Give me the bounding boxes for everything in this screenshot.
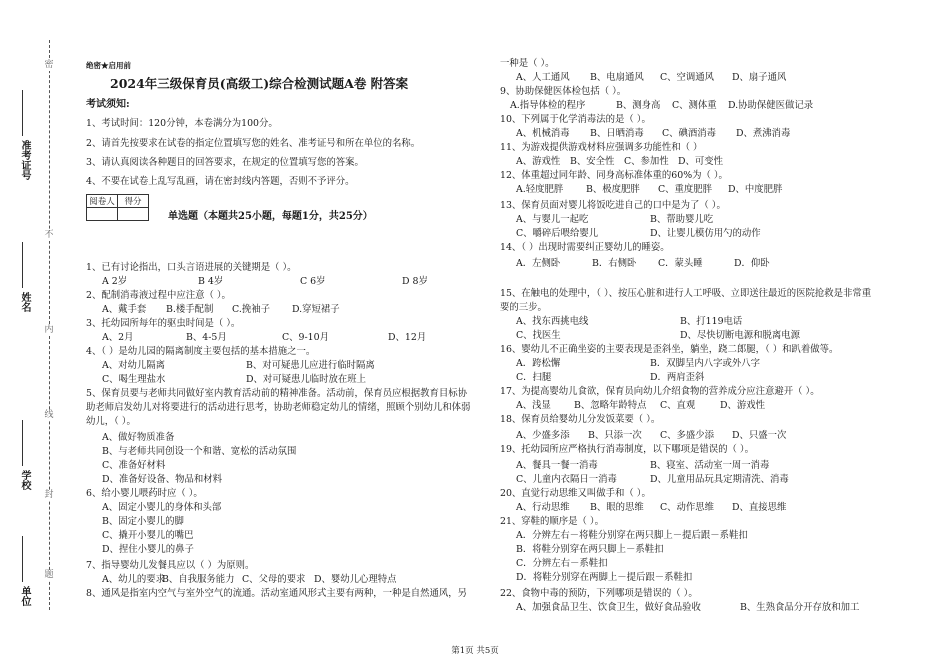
question-text: 17、为提高婴幼儿食欲，保育员向幼儿介绍食物的营养成分应注意避开（ ）。 [500,386,820,397]
option-text: 一种是（ ）。 [500,58,555,69]
question-text: 12、体重超过同年龄、同身高标准体重的60%为（ ）。 [500,170,728,181]
option-text: C、直观 [660,400,696,411]
section-title: 单选题（本题共25小题，每题1分，共25分） [168,211,373,222]
option-text: A、人工通风 [516,72,570,83]
option-text: B、安全性 [570,156,615,167]
option-text: A、做好物质准备 [102,432,175,443]
notice-item: 2、请首先按要求在试卷的指定位置填写您的姓名、准考证号和所在单位的名称。 [86,138,421,149]
binding-label: 单位 [19,586,30,606]
option-text: D、中度肥胖 [728,184,783,195]
option-text: A、餐具一餐一消毒 [516,460,598,471]
question-text: 14、（ ）出现时需要纠正婴幼儿的睡姿。 [500,242,670,253]
option-text: D、让婴儿模仿用勺的动作 [650,228,761,239]
question-text: 22、食物中毒的预防，下列哪项是错误的（ ）。 [500,588,698,599]
option-text: A．分辨左右－将鞋分别穿在两只脚上－提后跟－系鞋扣 [516,530,748,541]
option-text: A、行动思维 [516,502,570,513]
option-text: 幼儿，（ ）。 [86,416,136,427]
option-text: A.指导体检的程序 [510,100,586,111]
option-text: C、重度肥胖 [658,184,713,195]
option-text: C、喝生理盐水 [102,374,166,385]
option-text: A、找东西挑电线 [516,316,589,327]
option-text: D．将鞋分别穿在两脚上－提后跟－系鞋扣 [516,572,693,583]
question-text: 15、在触电的处理中，（ ）、按压心脏和进行人工呼吸、立即送往最近的医院抢救是非常重 [500,288,872,299]
question-text: 21、穿鞋的顺序是（ ）。 [500,516,604,527]
option-text: B、忽略年龄特点 [574,400,647,411]
question-text: 2、配制消毒液过程中应注意（ ）。 [86,290,231,301]
option-text: C．蒙头睡 [658,258,703,269]
option-text: C、碘酒消毒 [662,128,717,139]
option-text: D．仰卧 [734,258,770,269]
seal-line-char: 封 [44,490,54,500]
fill-in-line[interactable] [22,536,23,582]
option-text: B、极度肥胖 [586,184,640,195]
option-text: D、12月 [388,332,427,343]
option-text: A、浅显 [516,400,551,411]
binding-margin [0,0,72,671]
question-text: 6、给小婴儿喂药时应（ ）。 [86,488,203,499]
question-text: 1、已有讨论指出，口头言语进展的关键期是（ ）。 [86,262,297,273]
option-text: C、空调通风 [660,72,715,83]
option-text: D、尽快切断电源和脱离电源 [680,330,801,341]
option-text: C、动作思维 [660,502,715,513]
option-text: B、与老师共同创设一个和谐、宽松的活动氛围 [102,446,297,457]
option-text: B、只添一次 [588,430,642,441]
option-text: D、婴幼儿心理特点 [314,574,397,585]
option-text: B.楼手配制 [166,304,214,315]
option-text: C.挽袖子 [232,304,270,315]
option-text: B、测身高 [616,100,661,111]
option-text: 助老师启发幼儿对将要进行的活动进行思考，协助老师稳定幼儿的情绪，照顾个别幼儿和体弱 [86,402,471,413]
option-text: D、煮沸消毒 [736,128,791,139]
question-text: 16、婴幼儿不正确坐姿的主要表现是歪斜坐，躺坐，跷二郎腿，（ ）和趴着做等。 [500,344,839,355]
option-text: B、固定小婴儿的脚 [102,516,184,527]
option-text: C、父母的要求 [242,574,306,585]
option-text: D 8岁 [402,276,428,287]
option-text: B、对可疑患儿应进行临时隔离 [246,360,375,371]
option-text: B．将鞋分别穿在两只脚上－系鞋扣 [516,544,664,555]
score-box [86,194,149,221]
option-text: D、准备好设备、物品和材料 [102,474,223,485]
binding-label: 准考证号 [19,140,30,180]
option-text: B、电扇通风 [590,72,644,83]
seal-line-char: 内 [44,325,54,335]
option-text: C．扫腿 [516,372,552,383]
secret-label: 绝密★启用前 [86,61,131,70]
option-text: B、自我服务能力 [162,574,235,585]
notice-item: 3、请认真阅读各种题目的回答要求，在规定的位置填写您的答案。 [86,157,364,168]
option-text: B．双脚呈内八字或外八字 [650,358,761,369]
page-title: 2024年三级保育员(高级工)综合检测试题A卷 附答案 [110,76,409,91]
option-text: C、找医生 [516,330,561,341]
option-text: D.协助保健医做记录 [728,100,814,111]
option-text: C、嚼碎后喂给婴儿 [516,228,599,239]
option-text: B．右侧卧 [592,258,637,269]
option-text: C、儿童内衣隔日一消毒 [516,474,617,485]
option-text: 要的三步。 [500,302,547,313]
option-text: D、可变性 [678,156,724,167]
question-text: 7、指导婴幼儿发餐具应以（ ）为原则。 [86,560,255,571]
option-text: A.轻度肥胖 [516,184,564,195]
option-text: D、儿童用品玩具定期清洗、消毒 [650,474,789,485]
seal-line-char: 线 [44,410,54,420]
notice-item: 1、考试时间：120分钟，本卷满分为100分。 [86,118,278,129]
seal-line-char: 密 [44,60,54,70]
question-text: 10、下列属于化学消毒法的是（ ）。 [500,114,651,125]
option-text: B、寝室、活动室一周一消毒 [650,460,770,471]
notice-heading: 考试须知: [86,99,130,110]
question-text: 3、托幼园所每年的驱虫时间是（ ）。 [86,318,241,329]
option-text: D.穿短裙子 [292,304,340,315]
option-text: C 6岁 [300,276,326,287]
notice-item: 4、不要在试卷上乱写乱画，请在密封线内答题，否则不予评分。 [86,176,355,187]
question-text: 13、保育员面对婴儿将饭吃进自己的口中是为了（ ）。 [500,200,726,211]
option-text: C、多盛少添 [660,430,715,441]
option-text: D、游戏性 [720,400,766,411]
option-text: A、机械消毒 [516,128,570,139]
grader-label: 阅卷人 [87,195,118,208]
option-text: D．两肩歪斜 [650,372,705,383]
question-text: 8、通风是指室内空气与室外空气的流通。活动室通风形式主要有两种，一种是自然通风，另 [86,588,467,599]
option-text: A、2月 [102,332,134,343]
option-text: C、撬开小婴儿的嘴巴 [102,530,194,541]
option-text: B、4-5月 [186,332,227,343]
fill-in-line[interactable] [22,420,23,466]
question-text: 18、保育员给婴幼儿分发饭菜要（ ）。 [500,414,661,425]
binding-label: 学校 [19,470,30,490]
option-text: D、只盛一次 [732,430,787,441]
question-text: 5、保育员要与老师共同做好室内教育活动前的精神准备。活动前，保育员应根据教育目标协 [86,388,467,399]
option-text: B、帮助婴儿吃 [650,214,714,225]
question-text: 9、协助保健医体检包括（ ）。 [500,86,627,97]
option-text: B、生熟食品分开存放和加工 [740,602,860,613]
option-text: A、加强食品卫生、饮食卫生，做好食品验收 [516,602,701,613]
option-text: C、测体重 [672,100,717,111]
option-text: B、眼的思维 [590,502,644,513]
option-text: C、9-10月 [282,332,329,343]
option-text: D、对可疑患儿临时放在班上 [246,374,367,385]
option-text: A、与婴儿一起吃 [516,214,589,225]
score-label: 得分 [118,195,149,208]
option-text: D、捏住小婴儿的鼻子 [102,544,194,555]
option-text: A、少盛多添 [516,430,570,441]
fill-in-line[interactable] [22,242,23,288]
score-cell[interactable] [118,208,149,221]
option-text: A．跨松懈 [516,358,561,369]
option-text: C、准备好材料 [102,460,166,471]
question-text: 19、托幼园所应严格执行消毒制度，以下哪项是错误的（ ）。 [500,444,754,455]
seal-line-char: 题 [44,570,54,580]
option-text: C、参加性 [624,156,669,167]
option-text: A、固定小婴儿的身体和头部 [102,502,222,513]
option-text: B、日晒消毒 [590,128,644,139]
question-text: 20、直觉行动思维又叫做手和（ ）。 [500,488,651,499]
option-text: D、扇子通风 [732,72,787,83]
option-text: A、戴手套 [102,304,147,315]
option-text: A 2岁 [102,276,128,287]
binding-label: 姓名 [19,292,30,312]
seal-line-char: 不 [44,230,54,240]
option-text: A、对幼儿隔离 [102,360,166,371]
option-text: A、幼儿的要求 [102,574,166,585]
option-text: C．分辨左右－系鞋扣 [516,558,608,569]
option-text: A、游戏性 [516,156,561,167]
option-text: D、直接思维 [732,502,787,513]
question-text: 4、（ ）是幼儿园的隔离制度主要包括的基本措施之一。 [86,346,316,357]
question-text: 11、为游戏提供游戏材料应强调多功能性和（ ） [500,142,703,153]
option-text: A．左侧卧 [516,258,561,269]
page-footer: 第1页 共5页 [451,646,499,656]
option-text: B 4岁 [198,276,224,287]
fill-in-line[interactable] [22,90,23,136]
grader-cell[interactable] [87,208,118,221]
option-text: B、打119电话 [680,316,743,327]
